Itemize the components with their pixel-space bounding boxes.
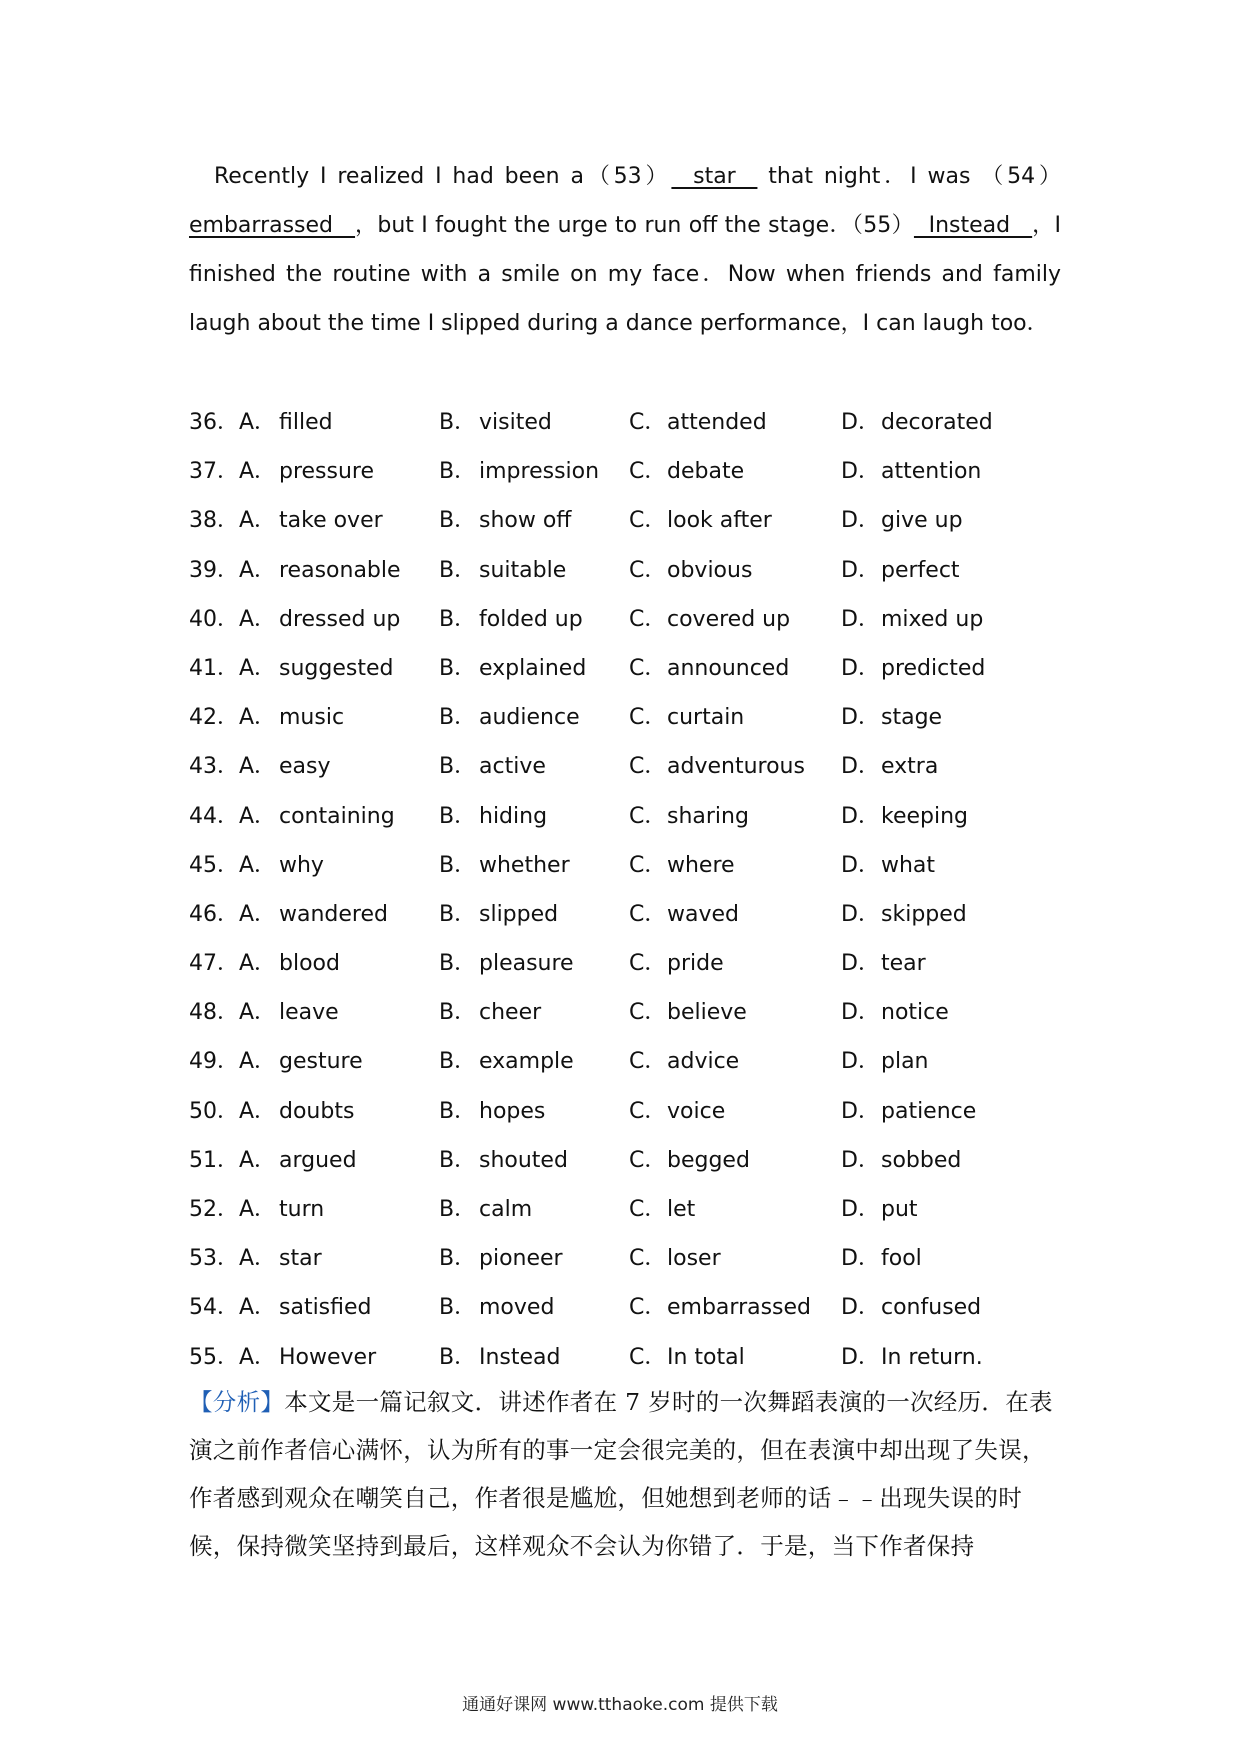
option-text-d: sobbed: [881, 1147, 962, 1173]
analysis-text: 本文是一篇记叙文．讲述作者在 7 岁时的一次舞蹈表演的一次经历．在表演之前作者信心满怀，认为所有的事一定会很完美的，但在表演中却出现了失误，作者感到观众在嘲笑自己，作者很是尴尬，但她想到老师的话﹣﹣出现失误的时候，保持微笑坚持到最后，这样观众不会认为你错了．于是，当下作者保持: [189, 1388, 1053, 1560]
option-label-a: A．: [239, 1246, 277, 1272]
option-label-c: C．: [629, 1197, 667, 1222]
option-label-c: C．: [629, 1000, 667, 1026]
question-number: 39．: [189, 557, 239, 583]
option-label-d: D．: [841, 1246, 880, 1272]
option-text-b: whether: [479, 852, 570, 878]
analysis-paragraph: [189, 1378, 1061, 1570]
option-label-b: B．: [439, 951, 477, 977]
passage-text-2: that night．I was （54）: [757, 164, 1061, 189]
option-label-d: D．: [841, 803, 880, 829]
option-row: [189, 742, 1089, 791]
option-text-b: pioneer: [479, 1246, 563, 1272]
option-label-a: A．: [239, 852, 277, 878]
option-label-d: D．: [841, 754, 880, 780]
option-label-c: C．: [629, 1246, 667, 1272]
option-text-c: announced: [667, 655, 790, 681]
option-text-a: wandered: [279, 901, 388, 927]
option-text-a: pressure: [279, 459, 375, 485]
question-number: 41．: [189, 655, 239, 681]
option-label-a: A．: [239, 655, 277, 681]
question-number: 47．: [189, 951, 239, 977]
option-row: [189, 595, 1089, 644]
question-number: 43．: [189, 754, 239, 780]
answer-blank-54: embarrassed: [189, 213, 356, 238]
option-label-a: A．: [239, 410, 277, 435]
question-number: 37．: [189, 459, 239, 485]
option-text-c: let: [667, 1197, 696, 1222]
option-label-c: C．: [629, 754, 667, 780]
option-text-d: keeping: [881, 803, 969, 829]
option-label-d: D．: [841, 852, 880, 878]
option-label-a: A．: [239, 1197, 277, 1222]
option-row: [189, 939, 1089, 988]
option-text-c: debate: [667, 459, 745, 485]
option-text-c: advice: [667, 1049, 740, 1075]
option-text-a: easy: [279, 754, 331, 780]
question-number: 53．: [189, 1246, 239, 1272]
option-text-a: argued: [279, 1147, 357, 1173]
option-text-a: suggested: [279, 655, 394, 681]
option-row: [189, 644, 1089, 693]
option-text-b: show off: [479, 508, 572, 534]
option-label-b: B．: [439, 754, 477, 780]
question-number: 38．: [189, 508, 239, 534]
page-footer: 通通好课网 www.tthaoke.com 提供下载: [462, 1695, 778, 1715]
option-text-b: hiding: [479, 803, 548, 829]
option-label-b: B．: [439, 705, 477, 731]
question-number: 46．: [189, 901, 239, 927]
option-text-d: In return.: [881, 1344, 983, 1370]
option-label-d: D．: [841, 557, 880, 583]
option-label-b: B．: [439, 1147, 477, 1173]
question-number: 49．: [189, 1049, 239, 1075]
option-text-d: predicted: [881, 655, 986, 681]
option-label-d: D．: [841, 1098, 880, 1124]
option-label-b: B．: [439, 410, 477, 435]
question-number: 44．: [189, 803, 239, 829]
option-text-d: tear: [881, 951, 926, 977]
option-text-a: However: [279, 1344, 377, 1370]
option-text-d: stage: [881, 705, 943, 731]
option-label-d: D．: [841, 1295, 880, 1321]
option-label-c: C．: [629, 606, 667, 632]
option-text-c: look after: [667, 508, 772, 534]
option-row: [189, 1283, 1089, 1332]
option-row: [189, 1037, 1089, 1086]
option-text-a: dressed up: [279, 606, 401, 632]
option-text-a: satisfied: [279, 1295, 372, 1321]
option-label-d: D．: [841, 1147, 880, 1173]
option-text-d: attention: [881, 459, 982, 485]
option-text-d: what: [881, 852, 936, 878]
option-text-d: fool: [881, 1246, 922, 1272]
option-label-b: B．: [439, 852, 477, 878]
option-text-b: moved: [479, 1295, 555, 1321]
option-label-c: C．: [629, 705, 667, 731]
option-text-b: suitable: [479, 557, 567, 583]
question-number: 42．: [189, 705, 239, 731]
option-label-c: C．: [629, 557, 667, 583]
option-label-a: A．: [239, 901, 277, 927]
option-label-c: C．: [629, 1295, 667, 1321]
option-label-b: B．: [439, 1000, 477, 1026]
option-label-d: D．: [841, 705, 880, 731]
option-text-b: visited: [479, 410, 552, 435]
option-text-a: take over: [279, 508, 383, 534]
question-number: 45．: [189, 852, 239, 878]
option-label-d: D．: [841, 1344, 880, 1370]
option-text-b: active: [479, 754, 546, 780]
option-text-c: waved: [667, 901, 739, 927]
option-row: [189, 1333, 1089, 1382]
option-text-d: put: [881, 1197, 918, 1222]
option-label-b: B．: [439, 1246, 477, 1272]
option-text-b: shouted: [479, 1147, 568, 1173]
option-text-b: example: [479, 1049, 574, 1075]
option-label-c: C．: [629, 1049, 667, 1075]
option-text-c: begged: [667, 1147, 750, 1173]
option-label-c: C．: [629, 1147, 667, 1173]
option-text-a: leave: [279, 1000, 339, 1026]
option-text-c: embarrassed: [667, 1295, 812, 1321]
option-text-d: confused: [881, 1295, 982, 1321]
option-label-a: A．: [239, 1344, 277, 1370]
option-text-a: containing: [279, 803, 395, 829]
option-label-d: D．: [841, 508, 880, 534]
option-text-b: cheer: [479, 1000, 542, 1026]
question-number: 48．: [189, 1000, 239, 1026]
passage-text-3: ，but I fought the urge to run off the stage．（55）: [355, 213, 914, 238]
answer-blank-55: Instead: [913, 213, 1033, 238]
option-text-c: adventurous: [667, 754, 805, 780]
option-label-b: B．: [439, 1344, 477, 1370]
option-text-a: star: [279, 1246, 322, 1272]
question-number: 52．: [189, 1197, 239, 1222]
option-label-d: D．: [841, 1049, 880, 1075]
option-text-c: covered up: [667, 606, 791, 632]
option-label-b: B．: [439, 1098, 477, 1124]
option-label-a: A．: [239, 1295, 277, 1321]
option-label-c: C．: [629, 951, 667, 977]
option-label-d: D．: [841, 1197, 880, 1222]
option-text-b: audience: [479, 705, 580, 731]
option-label-c: C．: [629, 1344, 667, 1370]
option-label-a: A．: [239, 557, 277, 583]
option-row: [189, 496, 1089, 545]
option-text-c: In total: [667, 1344, 745, 1370]
option-row: [189, 693, 1089, 742]
option-label-d: D．: [841, 1000, 880, 1026]
passage-paragraph: [189, 152, 1061, 348]
option-text-d: perfect: [881, 557, 960, 583]
option-text-d: decorated: [881, 410, 993, 435]
option-text-c: loser: [667, 1246, 721, 1272]
option-label-b: B．: [439, 508, 477, 534]
option-label-a: A．: [239, 1000, 277, 1026]
option-label-b: B．: [439, 1295, 477, 1321]
question-number: 40．: [189, 606, 239, 632]
option-row: [189, 1136, 1089, 1185]
option-row: [189, 988, 1089, 1037]
option-label-a: A．: [239, 508, 277, 534]
option-text-b: folded up: [479, 606, 583, 632]
option-label-a: A．: [239, 1147, 277, 1173]
option-text-c: attended: [667, 410, 767, 435]
option-label-a: A．: [239, 606, 277, 632]
option-label-a: A．: [239, 1098, 277, 1124]
option-text-a: blood: [279, 951, 340, 977]
option-label-c: C．: [629, 901, 667, 927]
option-row: [189, 890, 1089, 939]
option-text-a: doubts: [279, 1098, 355, 1124]
option-text-d: mixed up: [881, 606, 984, 632]
option-label-d: D．: [841, 459, 880, 485]
question-number: 51．: [189, 1147, 239, 1173]
option-label-c: C．: [629, 1098, 667, 1124]
question-number: 50．: [189, 1098, 239, 1124]
option-label-c: C．: [629, 508, 667, 534]
option-label-b: B．: [439, 803, 477, 829]
question-number: 55．: [189, 1344, 239, 1370]
option-label-b: B．: [439, 901, 477, 927]
option-label-b: B．: [439, 557, 477, 583]
option-text-d: extra: [881, 754, 939, 780]
option-label-d: D．: [841, 655, 880, 681]
option-text-b: impression: [479, 459, 600, 485]
option-label-c: C．: [629, 803, 667, 829]
option-row: [189, 1185, 1089, 1234]
option-text-b: hopes: [479, 1098, 546, 1124]
question-number: 54．: [189, 1295, 239, 1321]
option-label-b: B．: [439, 606, 477, 632]
option-label-b: B．: [439, 1197, 477, 1222]
option-row: [189, 1234, 1089, 1283]
option-row: [189, 792, 1089, 841]
option-label-b: B．: [439, 459, 477, 485]
option-label-a: A．: [239, 803, 277, 829]
option-text-c: curtain: [667, 705, 745, 731]
option-text-c: voice: [667, 1098, 726, 1124]
option-text-a: why: [279, 852, 324, 878]
option-text-a: music: [279, 705, 345, 731]
question-number: 36．: [189, 410, 239, 435]
option-text-b: slipped: [479, 901, 559, 927]
passage-text-1: Recently I realized I had been a（53）: [214, 164, 672, 189]
option-label-a: A．: [239, 705, 277, 731]
option-label-a: A．: [239, 951, 277, 977]
analysis-tag: 【分析】: [189, 1388, 285, 1416]
option-label-c: C．: [629, 459, 667, 485]
option-label-d: D．: [841, 951, 880, 977]
option-label-a: A．: [239, 1049, 277, 1075]
option-label-c: C．: [629, 852, 667, 878]
answer-blank-53: star: [671, 164, 758, 189]
option-text-a: filled: [279, 410, 333, 435]
option-text-d: give up: [881, 508, 963, 534]
option-label-b: B．: [439, 1049, 477, 1075]
option-text-c: believe: [667, 1000, 747, 1026]
option-row: [189, 447, 1089, 496]
option-text-d: notice: [881, 1000, 949, 1026]
option-text-b: pleasure: [479, 951, 574, 977]
option-text-d: patience: [881, 1098, 977, 1124]
option-text-d: plan: [881, 1049, 929, 1075]
option-text-b: calm: [479, 1197, 533, 1222]
option-text-b: Instead: [479, 1344, 561, 1370]
options-list: [189, 398, 1089, 1382]
option-label-a: A．: [239, 459, 277, 485]
option-label-b: B．: [439, 655, 477, 681]
option-text-c: where: [667, 852, 735, 878]
option-row: [189, 398, 1089, 447]
option-text-a: reasonable: [279, 557, 401, 583]
option-text-d: skipped: [881, 901, 967, 927]
option-text-c: sharing: [667, 803, 749, 829]
option-text-a: turn: [279, 1197, 325, 1222]
option-row: [189, 546, 1089, 595]
option-row: [189, 841, 1089, 890]
option-row: [189, 1087, 1089, 1136]
option-label-d: D．: [841, 606, 880, 632]
option-label-c: C．: [629, 655, 667, 681]
option-label-d: D．: [841, 410, 880, 435]
option-label-d: D．: [841, 901, 880, 927]
option-text-b: explained: [479, 655, 587, 681]
option-text-c: obvious: [667, 557, 753, 583]
option-label-a: A．: [239, 754, 277, 780]
passage-text-4: ，I finished the routine with a smile on my face．Now when friends and family laugh about the time I slipped during a dance performance，I can laugh too．: [189, 213, 1061, 336]
option-text-a: gesture: [279, 1049, 363, 1075]
option-label-c: C．: [629, 410, 667, 435]
option-text-c: pride: [667, 951, 724, 977]
